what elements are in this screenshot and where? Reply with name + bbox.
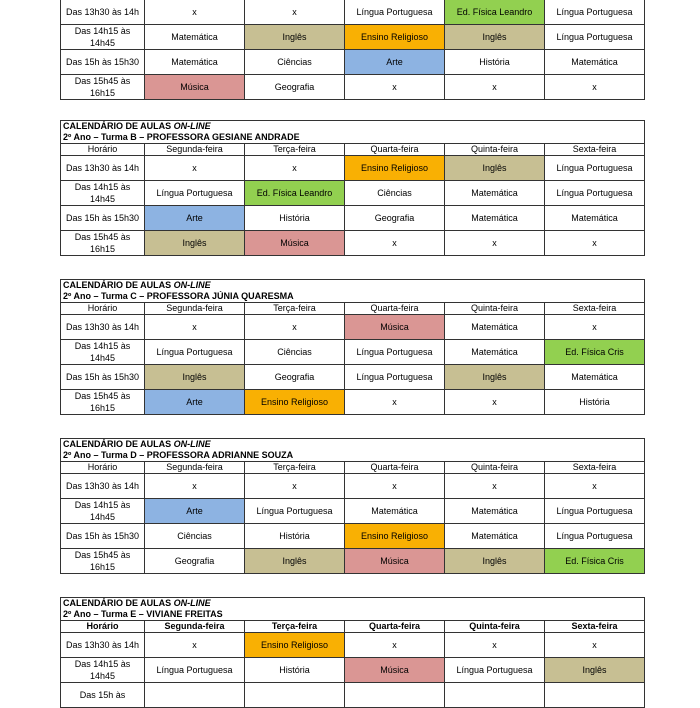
table-row xyxy=(61,524,645,549)
class-cell: Matemática xyxy=(445,524,545,549)
table-title: CALENDÁRIO DE AULAS ON-LINE xyxy=(61,280,645,292)
header-quarta: Quarta-feira xyxy=(345,621,445,633)
header-horario: Horário xyxy=(61,462,145,474)
class-cell: Matemática xyxy=(445,181,545,206)
class-cell: História xyxy=(245,524,345,549)
class-cell: x xyxy=(445,633,545,658)
class-cell: x xyxy=(145,315,245,340)
header-sexta: Sexta-feira xyxy=(545,621,645,633)
class-cell: Ed. Física Cris xyxy=(545,549,645,574)
class-cell: Inglês xyxy=(145,231,245,256)
table-title: CALENDÁRIO DE AULAS ON-LINE xyxy=(61,121,645,133)
header-quarta: Quarta-feira xyxy=(345,303,445,315)
class-cell: Música xyxy=(345,549,445,574)
header-segunda: Segunda-feira xyxy=(145,144,245,156)
class-cell: x xyxy=(545,633,645,658)
class-cell: x xyxy=(545,315,645,340)
class-cell: Arte xyxy=(345,50,445,75)
table-row xyxy=(61,499,645,524)
class-cell: x xyxy=(245,474,345,499)
class-cell: Geografia xyxy=(245,75,345,100)
class-cell: Matemática xyxy=(145,50,245,75)
class-cell: Inglês xyxy=(445,549,545,574)
time-slot-cell: Das 13h30 às 14h xyxy=(61,156,145,181)
class-cell: Arte xyxy=(145,390,245,415)
time-slot-cell: Das 15h às 15h30 xyxy=(61,50,145,75)
header-horario: Horário xyxy=(61,144,145,156)
table-row xyxy=(61,390,645,415)
class-cell: x xyxy=(345,231,445,256)
time-slot-cell: Das 13h30 às 14h xyxy=(61,633,145,658)
time-slot-cell: Das 15h45 às 16h15 xyxy=(61,549,145,574)
class-cell: x xyxy=(245,0,345,25)
table-row xyxy=(61,50,645,75)
class-cell: Ed. Física Leandro xyxy=(245,181,345,206)
class-cell: Língua Portuguesa xyxy=(345,0,445,25)
class-cell: x xyxy=(345,633,445,658)
class-cell: x xyxy=(545,75,645,100)
class-cell: Matemática xyxy=(545,206,645,231)
class-cell: Ciências xyxy=(245,50,345,75)
time-slot-cell: Das 14h15 às 14h45 xyxy=(61,181,145,206)
class-cell: Ensino Religioso xyxy=(345,25,445,50)
class-cell: x xyxy=(345,474,445,499)
header-quinta: Quinta-feira xyxy=(445,621,545,633)
class-cell: Matemática xyxy=(545,365,645,390)
header-quinta: Quinta-feira xyxy=(445,303,545,315)
header-quarta: Quarta-feira xyxy=(345,462,445,474)
time-slot-cell: Das 13h30 às 14h xyxy=(61,315,145,340)
time-slot-cell: Das 14h15 às 14h45 xyxy=(61,340,145,365)
schedule-table-turma-c xyxy=(60,279,645,415)
class-cell: Geografia xyxy=(345,206,445,231)
class-cell: Ed. Física Cris xyxy=(545,340,645,365)
class-cell: x xyxy=(545,231,645,256)
class-cell xyxy=(545,683,645,708)
class-cell: Língua Portuguesa xyxy=(545,499,645,524)
table-row xyxy=(61,340,645,365)
table-row xyxy=(61,0,645,25)
class-cell: Língua Portuguesa xyxy=(445,658,545,683)
class-cell: Inglês xyxy=(145,365,245,390)
schedule-table-turma-b xyxy=(60,120,645,256)
header-segunda: Segunda-feira xyxy=(145,303,245,315)
class-cell: Inglês xyxy=(445,156,545,181)
class-cell: Língua Portuguesa xyxy=(545,0,645,25)
class-cell: Inglês xyxy=(245,549,345,574)
header-quinta: Quinta-feira xyxy=(445,144,545,156)
class-cell: História xyxy=(445,50,545,75)
header-horario: Horário xyxy=(61,303,145,315)
class-cell xyxy=(445,683,545,708)
time-slot-cell: Das 14h15 às 14h45 xyxy=(61,499,145,524)
table-row xyxy=(61,156,645,181)
class-cell: Matemática xyxy=(445,340,545,365)
time-slot-cell: Das 15h45 às 16h15 xyxy=(61,390,145,415)
time-slot-cell: Das 15h às xyxy=(61,683,145,708)
class-cell: x xyxy=(245,156,345,181)
class-cell: x xyxy=(445,231,545,256)
table-row xyxy=(61,633,645,658)
class-cell: Ciências xyxy=(145,524,245,549)
class-cell: Inglês xyxy=(545,658,645,683)
class-cell: x xyxy=(445,474,545,499)
time-slot-cell: Das 15h às 15h30 xyxy=(61,206,145,231)
class-cell: Música xyxy=(345,658,445,683)
time-slot-cell: Das 14h15 às 14h45 xyxy=(61,658,145,683)
class-cell: História xyxy=(245,206,345,231)
table-subtitle: 2º Ano – Turma E – VIVIANE FREITAS xyxy=(61,609,645,621)
table-row xyxy=(61,683,645,708)
class-cell: Língua Portuguesa xyxy=(545,181,645,206)
table-row xyxy=(61,474,645,499)
class-cell: Língua Portuguesa xyxy=(245,499,345,524)
class-cell: Ensino Religioso xyxy=(345,524,445,549)
schedule-table-a xyxy=(60,0,645,100)
class-cell: Inglês xyxy=(245,25,345,50)
class-cell: Matemática xyxy=(345,499,445,524)
class-cell: Ensino Religioso xyxy=(245,633,345,658)
class-cell: Arte xyxy=(145,499,245,524)
class-cell: Música xyxy=(245,231,345,256)
time-slot-cell: Das 15h às 15h30 xyxy=(61,365,145,390)
class-cell: Música xyxy=(145,75,245,100)
class-cell: Língua Portuguesa xyxy=(545,524,645,549)
class-cell: Matemática xyxy=(145,25,245,50)
class-cell: Geografia xyxy=(245,365,345,390)
class-cell: Língua Portuguesa xyxy=(145,181,245,206)
class-cell: x xyxy=(345,75,445,100)
class-cell: Língua Portuguesa xyxy=(345,340,445,365)
table-row xyxy=(61,658,645,683)
header-terca: Terça-feira xyxy=(245,144,345,156)
table-title: CALENDÁRIO DE AULAS ON-LINE xyxy=(61,439,645,451)
class-cell: Língua Portuguesa xyxy=(145,658,245,683)
table-row xyxy=(61,75,645,100)
table-row xyxy=(61,315,645,340)
class-cell: Língua Portuguesa xyxy=(545,25,645,50)
class-cell: x xyxy=(445,75,545,100)
schedule-table-turma-d xyxy=(60,438,645,574)
class-cell: Matemática xyxy=(545,50,645,75)
table-row xyxy=(61,231,645,256)
class-cell: Ciências xyxy=(245,340,345,365)
table-subtitle: 2º Ano – Turma D – PROFESSORA ADRIANNE SOUZA xyxy=(61,450,645,462)
class-cell xyxy=(345,683,445,708)
class-cell: Língua Portuguesa xyxy=(545,156,645,181)
time-slot-cell: Das 15h às 15h30 xyxy=(61,524,145,549)
header-terca: Terça-feira xyxy=(245,621,345,633)
header-horario: Horário xyxy=(61,621,145,633)
table-title: CALENDÁRIO DE AULAS ON-LINE xyxy=(61,598,645,610)
class-cell: Geografia xyxy=(145,549,245,574)
class-cell: x xyxy=(145,633,245,658)
class-cell: Língua Portuguesa xyxy=(345,365,445,390)
class-cell: Ed. Física Leandro xyxy=(445,0,545,25)
class-cell xyxy=(145,683,245,708)
time-slot-cell: Das 13h30 às 14h xyxy=(61,474,145,499)
time-slot-cell: Das 14h15 às 14h45 xyxy=(61,25,145,50)
header-terca: Terça-feira xyxy=(245,303,345,315)
table-row xyxy=(61,181,645,206)
class-cell: Ensino Religioso xyxy=(245,390,345,415)
table-row xyxy=(61,25,645,50)
table-subtitle: 2º Ano – Turma B – PROFESSORA GESIANE ANDRADE xyxy=(61,132,645,144)
header-segunda: Segunda-feira xyxy=(145,621,245,633)
header-sexta: Sexta-feira xyxy=(545,462,645,474)
schedule-table-turma-e xyxy=(60,597,645,708)
table-row xyxy=(61,206,645,231)
class-cell: Ensino Religioso xyxy=(345,156,445,181)
class-cell: x xyxy=(445,390,545,415)
header-segunda: Segunda-feira xyxy=(145,462,245,474)
class-cell: Matemática xyxy=(445,315,545,340)
class-cell: x xyxy=(345,390,445,415)
class-cell: Inglês xyxy=(445,365,545,390)
table-row xyxy=(61,365,645,390)
class-cell: Inglês xyxy=(445,25,545,50)
class-cell: x xyxy=(145,0,245,25)
header-quinta: Quinta-feira xyxy=(445,462,545,474)
class-cell: Música xyxy=(345,315,445,340)
header-quarta: Quarta-feira xyxy=(345,144,445,156)
table-row xyxy=(61,549,645,574)
class-cell: Matemática xyxy=(445,499,545,524)
class-cell: x xyxy=(545,474,645,499)
class-cell xyxy=(245,683,345,708)
class-cell: x xyxy=(245,315,345,340)
class-cell: Língua Portuguesa xyxy=(145,340,245,365)
time-slot-cell: Das 15h45 às 16h15 xyxy=(61,75,145,100)
class-cell: Arte xyxy=(145,206,245,231)
class-cell: x xyxy=(145,474,245,499)
class-cell: História xyxy=(545,390,645,415)
header-terca: Terça-feira xyxy=(245,462,345,474)
time-slot-cell: Das 15h45 às 16h15 xyxy=(61,231,145,256)
class-cell: Ciências xyxy=(345,181,445,206)
header-sexta: Sexta-feira xyxy=(545,303,645,315)
class-cell: História xyxy=(245,658,345,683)
table-subtitle: 2º Ano – Turma C – PROFESSORA JÚNIA QUARESMA xyxy=(61,291,645,303)
class-cell: Matemática xyxy=(445,206,545,231)
time-slot-cell: Das 13h30 às 14h xyxy=(61,0,145,25)
class-cell: x xyxy=(145,156,245,181)
header-sexta: Sexta-feira xyxy=(545,144,645,156)
